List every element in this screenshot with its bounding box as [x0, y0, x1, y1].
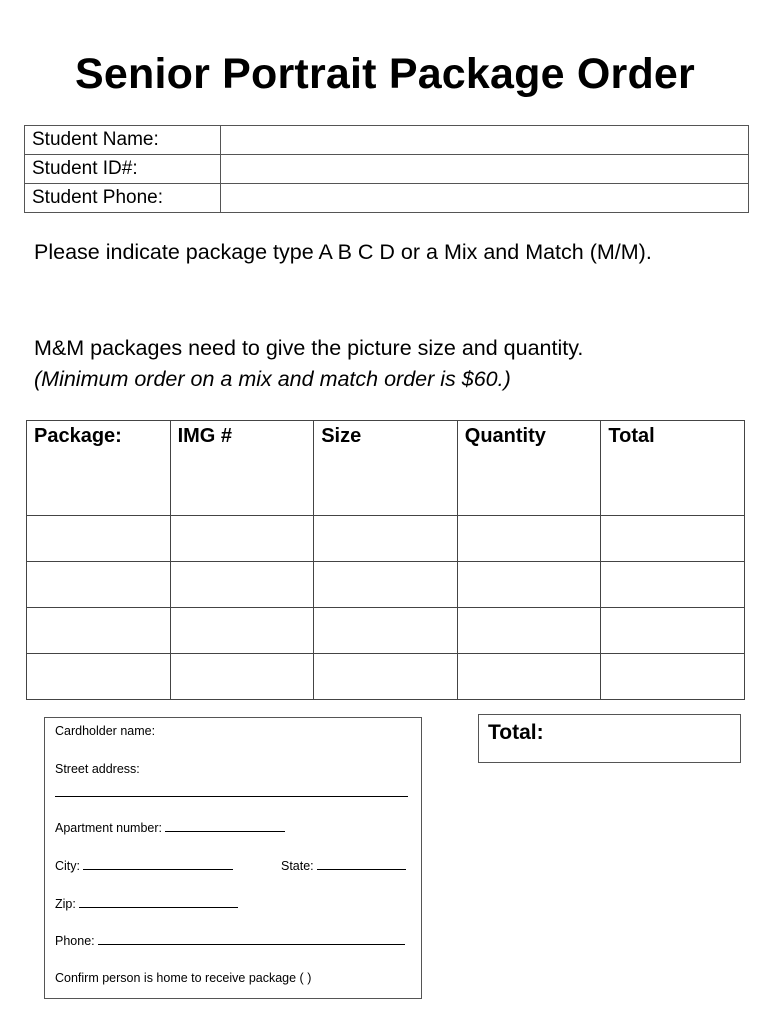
- confirm-home-label: Confirm person is home to receive package ( ): [55, 971, 312, 985]
- total-cell[interactable]: [601, 608, 745, 654]
- city-blank[interactable]: [83, 857, 233, 870]
- student-phone-label: Student Phone:: [25, 184, 221, 213]
- quantity-cell[interactable]: [457, 516, 601, 562]
- table-row: [27, 654, 745, 700]
- zip-field[interactable]: [55, 895, 238, 911]
- package-cell[interactable]: [27, 654, 171, 700]
- table-row: [27, 562, 745, 608]
- phone-field[interactable]: [55, 932, 405, 948]
- total-cell[interactable]: [601, 654, 745, 700]
- state-blank[interactable]: [317, 857, 406, 870]
- header-quantity: Quantity: [457, 421, 601, 516]
- student-name-label: Student Name:: [25, 126, 221, 155]
- city-label: City:: [55, 859, 80, 873]
- table-row: [27, 516, 745, 562]
- quantity-cell[interactable]: [457, 654, 601, 700]
- zip-label: Zip:: [55, 897, 76, 911]
- package-cell[interactable]: [27, 608, 171, 654]
- package-cell[interactable]: [27, 516, 171, 562]
- order-table-header: [27, 421, 745, 516]
- apartment-number-label: Apartment number:: [55, 821, 162, 835]
- size-cell[interactable]: [314, 608, 458, 654]
- size-cell[interactable]: [314, 654, 458, 700]
- apartment-number-field[interactable]: [55, 819, 285, 835]
- student-phone-field[interactable]: [221, 184, 749, 213]
- header-package: Package:: [27, 421, 171, 516]
- cardholder-name-label: Cardholder name:: [55, 724, 156, 738]
- total-cell[interactable]: [601, 516, 745, 562]
- student-id-label: Student ID#:: [25, 155, 221, 184]
- size-cell[interactable]: [314, 562, 458, 608]
- phone-blank[interactable]: [98, 932, 405, 945]
- street-address-line[interactable]: [55, 784, 408, 800]
- page-title: Senior Portrait Package Order: [75, 50, 695, 98]
- quantity-cell[interactable]: [457, 608, 601, 654]
- street-address-field[interactable]: [55, 762, 140, 776]
- total-label: Total:: [488, 721, 544, 744]
- package-type-instruction: Please indicate package type A B C D or a Mix and Match (M/M).: [34, 240, 652, 264]
- order-table: [26, 420, 745, 700]
- student-phone-row: [25, 184, 749, 213]
- student-info-table: [24, 125, 749, 213]
- state-label: State:: [281, 859, 314, 873]
- state-field[interactable]: [281, 857, 406, 873]
- zip-blank[interactable]: [79, 895, 238, 908]
- img-number-cell[interactable]: [170, 654, 314, 700]
- header-size: Size: [314, 421, 458, 516]
- header-img-number: IMG #: [170, 421, 314, 516]
- total-cell[interactable]: [601, 562, 745, 608]
- header-total: Total: [601, 421, 745, 516]
- student-name-row: [25, 126, 749, 155]
- apartment-number-blank[interactable]: [165, 819, 285, 832]
- package-cell[interactable]: [27, 562, 171, 608]
- cardholder-form: [44, 717, 422, 999]
- student-id-row: [25, 155, 749, 184]
- quantity-cell[interactable]: [457, 562, 601, 608]
- student-id-field[interactable]: [221, 155, 749, 184]
- cardholder-name-field[interactable]: [55, 724, 155, 738]
- phone-label: Phone:: [55, 934, 95, 948]
- street-address-label: Street address:: [55, 762, 140, 776]
- street-address-blank[interactable]: [55, 784, 408, 797]
- mix-match-instruction: [34, 333, 734, 395]
- img-number-cell[interactable]: [170, 562, 314, 608]
- img-number-cell[interactable]: [170, 516, 314, 562]
- minimum-order-note: (Minimum order on a mix and match order is $60.): [34, 367, 511, 391]
- confirm-home-checkbox[interactable]: [55, 971, 311, 985]
- city-field[interactable]: [55, 857, 233, 873]
- size-cell[interactable]: [314, 516, 458, 562]
- order-total-box[interactable]: [478, 714, 741, 763]
- img-number-cell[interactable]: [170, 608, 314, 654]
- table-row: [27, 608, 745, 654]
- student-name-field[interactable]: [221, 126, 749, 155]
- mix-match-note: M&M packages need to give the picture size and quantity.: [34, 336, 584, 360]
